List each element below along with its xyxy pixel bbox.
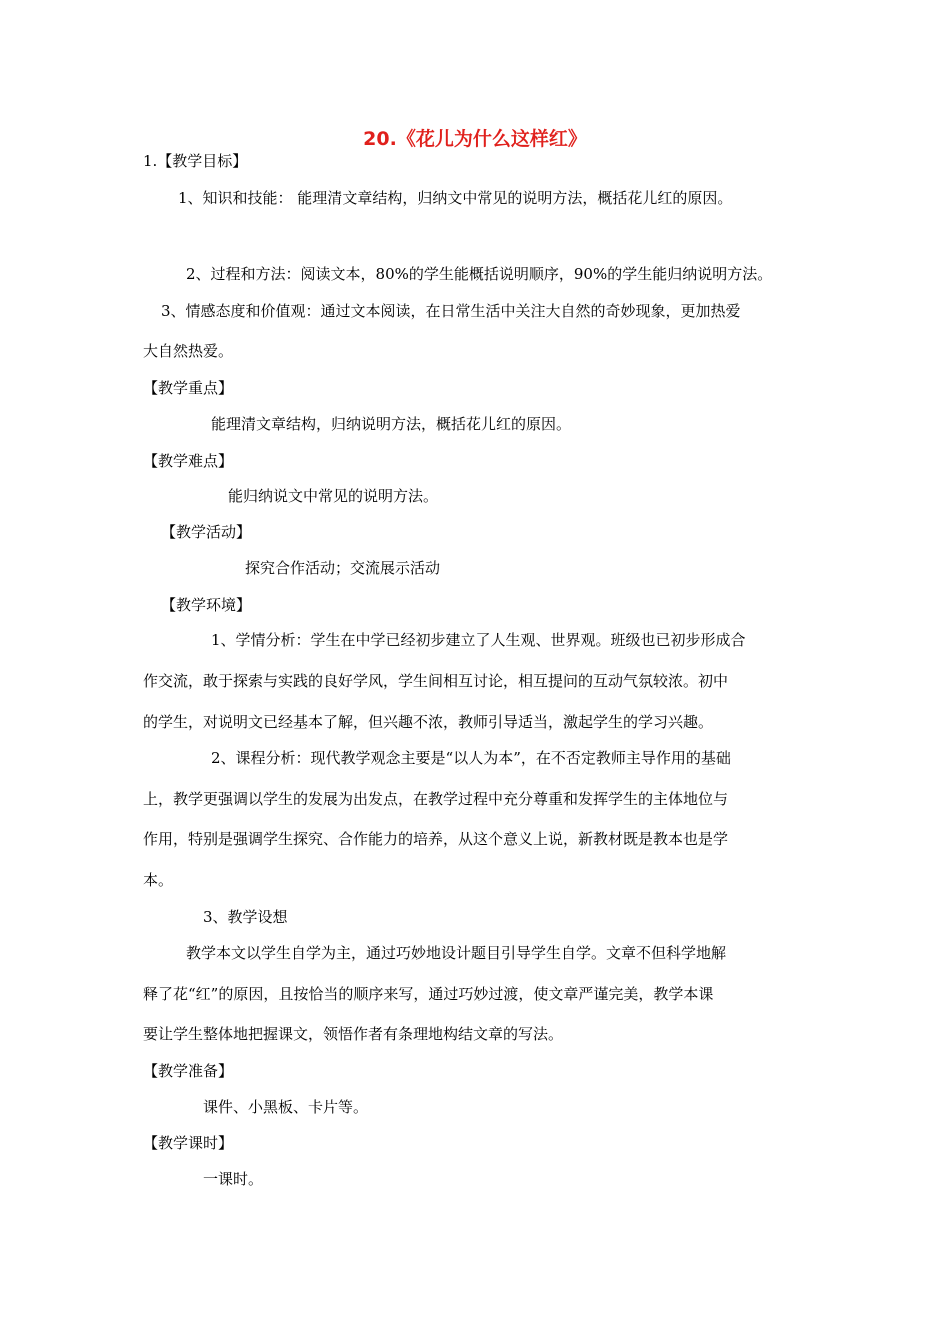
learner-analysis-3: 的学生，对说明文已经基本了解，但兴趣不浓，教师引导适当，激起学生的学习兴趣。	[143, 713, 714, 731]
key-points-text: 能理清文章结构，归纳说明方法，概括花儿红的原因。	[211, 415, 572, 433]
preparation-text: 课件、小黑板、卡片等。	[203, 1098, 369, 1116]
class-hours-text: 一课时。	[203, 1170, 264, 1188]
key-points-heading: 【教学重点】	[143, 379, 234, 397]
preparation-heading: 【教学准备】	[143, 1062, 234, 1080]
objective-knowledge: 1、知识和技能： 能理清文章结构，归纳文中常见的说明方法，概括花儿红的原因。	[178, 189, 733, 207]
class-hours-heading: 【教学课时】	[143, 1134, 234, 1152]
objective-emotion-cont: 大自然热爱。	[143, 342, 234, 360]
activity-text: 探究合作活动；交流展示活动	[245, 559, 441, 577]
objective-process: 2、过程和方法：阅读文本，80%的学生能概括说明顺序，90%的学生能归纳说明方法。	[186, 265, 773, 283]
objective-emotion: 3、情感态度和价值观：通过文本阅读，在日常生活中关注大自然的奇妙现象，更加热爱	[161, 302, 741, 320]
course-analysis-4: 本。	[143, 871, 174, 889]
environment-heading: 【教学环境】	[161, 596, 252, 614]
teaching-idea-heading: 3、教学设想	[203, 908, 288, 926]
course-analysis-1: 2、课程分析：现代教学观念主要是“以人为本”，在不否定教师主导作用的基础	[211, 749, 731, 767]
teaching-idea-3: 要让学生整体地把握课文，领悟作者有条理地构结文章的写法。	[143, 1025, 564, 1043]
course-analysis-3: 作用，特别是强调学生探究、合作能力的培养，从这个意义上说，新教材既是教本也是学	[143, 830, 729, 848]
teaching-idea-2: 释了花“红”的原因，且按恰当的顺序来写，通过巧妙过渡，使文章严谨完美，教学本课	[143, 985, 714, 1003]
activity-heading: 【教学活动】	[161, 523, 252, 541]
difficulty-heading: 【教学难点】	[143, 452, 234, 470]
objectives-heading: 1.【教学目标】	[143, 152, 248, 170]
learner-analysis-1: 1、学情分析：学生在中学已经初步建立了人生观、世界观。班级也已初步形成合	[211, 631, 746, 649]
difficulty-text: 能归纳说文中常见的说明方法。	[228, 487, 439, 505]
course-analysis-2: 上，教学更强调以学生的发展为出发点，在教学过程中充分尊重和发挥学生的主体地位与	[143, 790, 729, 808]
learner-analysis-2: 作交流，敢于探索与实践的良好学风，学生间相互讨论，相互提问的互动气氛较浓。初中	[143, 672, 729, 690]
document-title: 20.《花儿为什么这样红》	[363, 128, 587, 150]
teaching-idea-1: 教学本文以学生自学为主，通过巧妙地设计题目引导学生自学。文章不但科学地解	[186, 944, 727, 962]
